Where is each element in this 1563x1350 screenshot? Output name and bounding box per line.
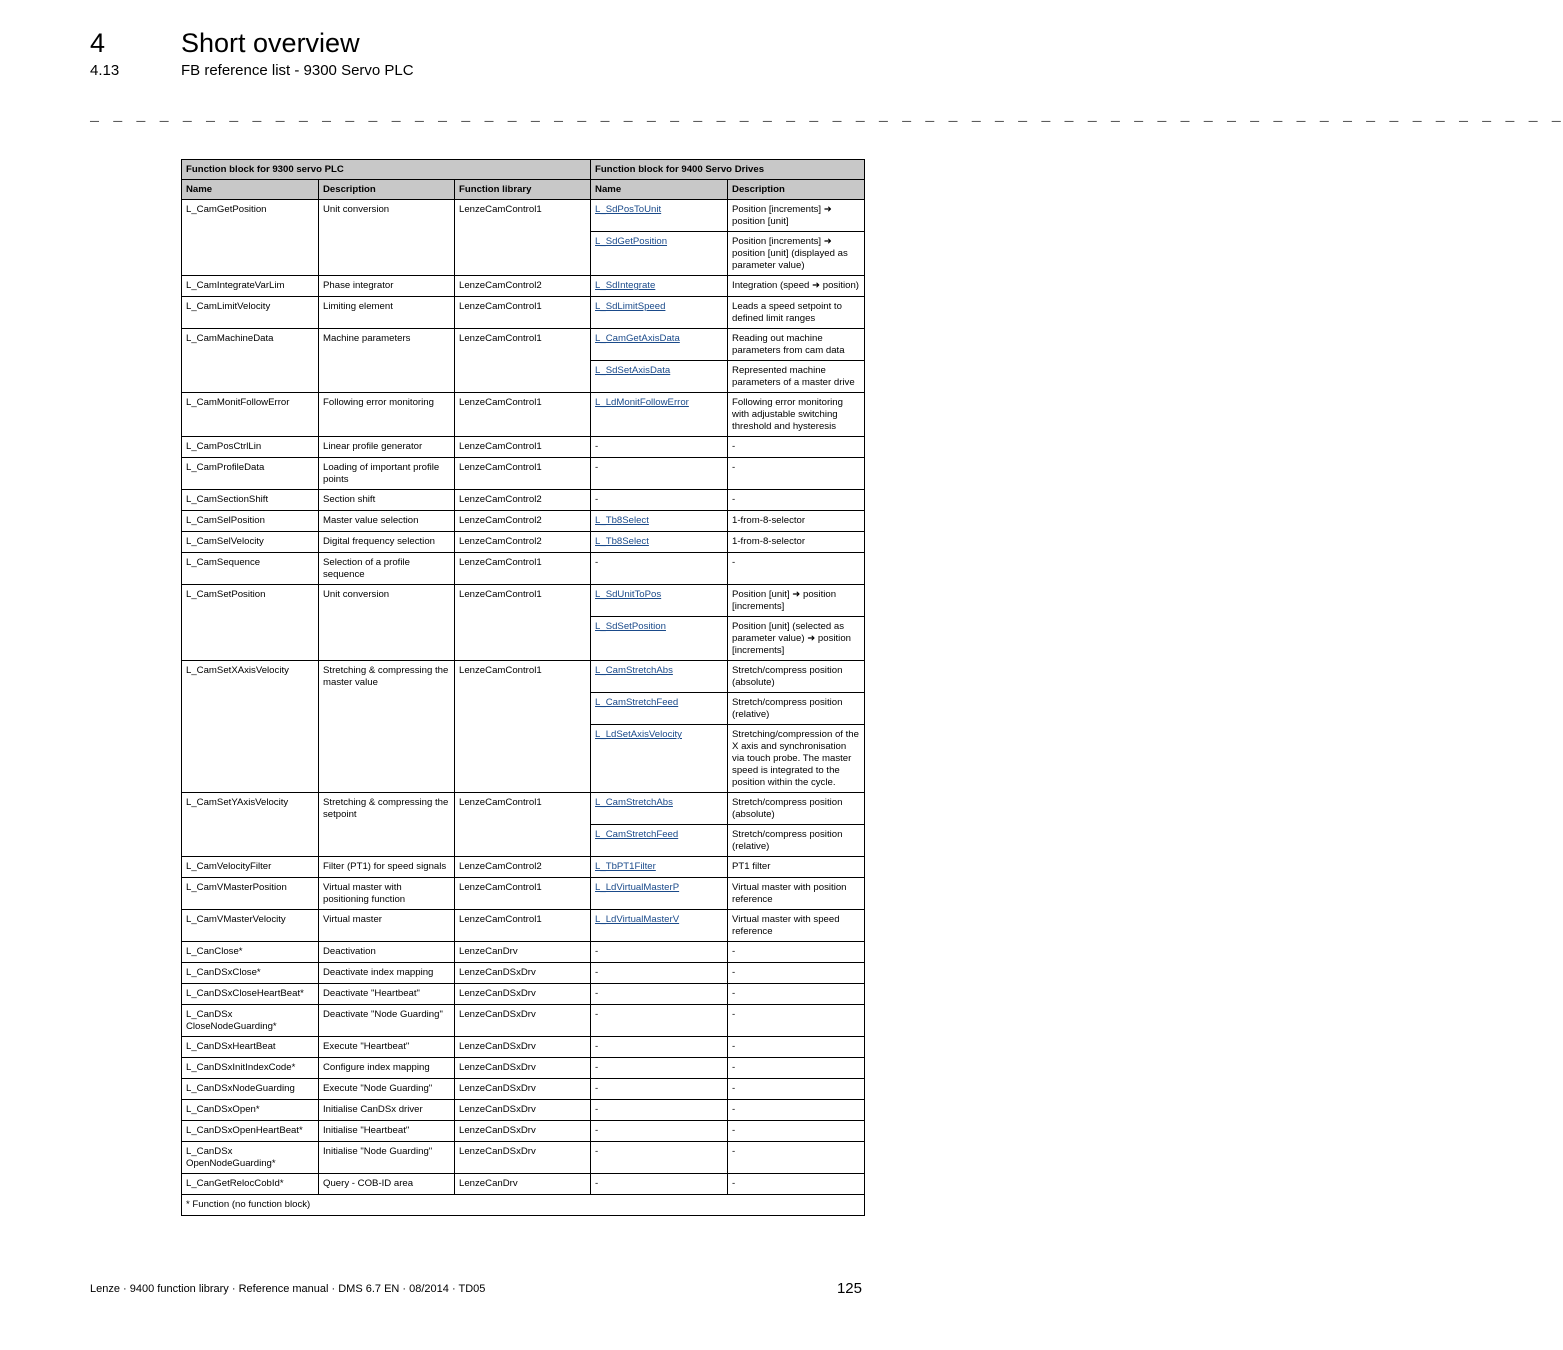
col-header-9400-description: Description [728,180,865,200]
col-header-name: Name [182,180,319,200]
fb-link-9400[interactable]: L_SdUnitToPos [595,589,662,600]
col-header-9400-name: Name [591,180,728,200]
chapter-title: Short overview [181,28,360,58]
fb-description-9300: Phase integrator [319,276,455,297]
fb-description-9400: Stretch/compress position (absolute) [728,661,865,693]
fb-description-9400: Position [increments] ➜ position [unit] [728,200,865,232]
fb-name-9400-cell: - [591,1005,728,1037]
fb-function-library: LenzeCamControl1 [455,393,591,437]
table-row [182,1005,865,1037]
table-row [182,511,865,532]
fb-description-9400: Stretching/compression of the X axis and synchronisation via touch probe. The master speed is integrated to the position within the cycle. [728,725,865,793]
table-footnote: * Function (no function block) [182,1195,865,1216]
fb-name-9300: L_CanDSxOpen* [182,1100,319,1121]
fb-name-9300: L_CanDSxOpenHeartBeat* [182,1121,319,1142]
fb-name-9400-cell: - [591,490,728,511]
fb-description-9400: - [728,437,865,458]
fb-description-9400: - [728,1005,865,1037]
fb-function-library: LenzeCanDSxDrv [455,1100,591,1121]
fb-reference-table [181,159,865,1216]
fb-link-9400[interactable]: L_CamGetAxisData [595,333,680,344]
fb-function-library: LenzeCamControl1 [455,661,591,793]
fb-name-9400-cell [591,532,728,553]
fb-name-9300: L_CanDSxHeartBeat [182,1037,319,1058]
fb-name-9400-cell: - [591,1100,728,1121]
section-title: FB reference list - 9300 Servo PLC [181,62,414,79]
fb-description-9300: Query - COB-ID area [319,1174,455,1195]
fb-description-9400: Virtual master with speed reference [728,910,865,942]
fb-description-9400: PT1 filter [728,857,865,878]
fb-name-9300: L_CamSelPosition [182,511,319,532]
fb-description-9300: Initialise "Node Guarding" [319,1142,455,1174]
fb-name-9300: L_CanDSxCloseHeartBeat* [182,984,319,1005]
table-row [182,984,865,1005]
fb-link-9400[interactable]: L_LdSetAxisVelocity [595,729,682,740]
fb-function-library: LenzeCanDrv [455,942,591,963]
fb-link-9400[interactable]: L_LdVirtualMasterV [595,914,680,925]
fb-name-9400-cell [591,857,728,878]
fb-description-9400: Position [unit] ➜ position [increments] [728,585,865,617]
fb-description-9400: Leads a speed setpoint to defined limit ranges [728,297,865,329]
page-number: 125 [836,1280,862,1297]
col-header-function-library: Function library [455,180,591,200]
table-row [182,437,865,458]
table-row [182,1121,865,1142]
fb-name-9400-cell: - [591,1121,728,1142]
fb-function-library: LenzeCamControl1 [455,553,591,585]
table-footnote-row [182,1195,865,1216]
fb-description-9300: Following error monitoring [319,393,455,437]
fb-link-9400[interactable]: L_CamStretchAbs [595,797,673,808]
fb-function-library: LenzeCanDSxDrv [455,1142,591,1174]
fb-function-library: LenzeCamControl2 [455,490,591,511]
fb-description-9400: - [728,1058,865,1079]
fb-name-9400-cell: - [591,1174,728,1195]
fb-function-library: LenzeCamControl1 [455,910,591,942]
fb-link-9400[interactable]: L_SdLimitSpeed [595,301,666,312]
fb-description-9300: Configure index mapping [319,1058,455,1079]
table-row [182,458,865,490]
fb-function-library: LenzeCamControl1 [455,437,591,458]
table-row [182,661,865,693]
table-row [182,1174,865,1195]
fb-description-9400: Position [unit] (selected as parameter value) ➜ position [increments] [728,617,865,661]
fb-description-9400: - [728,1142,865,1174]
col-header-description: Description [319,180,455,200]
table-body [182,200,865,1195]
fb-name-9400-cell [591,200,728,232]
fb-name-9400-cell: - [591,984,728,1005]
fb-link-9400[interactable]: L_CamStretchFeed [595,829,679,840]
fb-description-9300: Digital frequency selection [319,532,455,553]
fb-name-9400-cell [591,361,728,393]
fb-description-9400: - [728,942,865,963]
fb-description-9300: Initialise "Heartbeat" [319,1121,455,1142]
fb-name-9400-cell [591,693,728,725]
fb-name-9300: L_CamSetPosition [182,585,319,661]
fb-name-9300: L_CamVMasterPosition [182,878,319,910]
fb-name-9400-cell: - [591,458,728,490]
fb-link-9400[interactable]: L_Tb8Select [595,536,649,547]
fb-name-9400-cell: - [591,1037,728,1058]
fb-description-9300: Virtual master with positioning function [319,878,455,910]
fb-name-9300: L_CamMonitFollowError [182,393,319,437]
fb-name-9400-cell [591,725,728,793]
fb-description-9400: - [728,1079,865,1100]
table-group-header-row [182,160,865,180]
fb-description-9400: - [728,984,865,1005]
fb-name-9300: L_CanDSxInitIndexCode* [182,1058,319,1079]
fb-link-9400[interactable]: L_SdSetAxisData [595,365,671,376]
fb-name-9400-cell [591,793,728,825]
fb-description-9300: Machine parameters [319,329,455,393]
fb-function-library: LenzeCamControl2 [455,276,591,297]
fb-name-9400-cell [591,585,728,617]
fb-name-9300: L_CanDSxClose* [182,963,319,984]
fb-name-9300: L_CamVMasterVelocity [182,910,319,942]
table-row [182,200,865,232]
table-row [182,793,865,825]
fb-link-9400[interactable]: L_SdPosToUnit [595,204,662,215]
fb-description-9400: - [728,553,865,585]
fb-description-9400: - [728,1174,865,1195]
fb-name-9300: L_CamSelVelocity [182,532,319,553]
fb-function-library: LenzeCanDrv [455,1174,591,1195]
fb-name-9400-cell [591,825,728,857]
fb-link-9400[interactable]: L_CamStretchAbs [595,665,673,676]
fb-description-9300: Deactivate index mapping [319,963,455,984]
table-row [182,963,865,984]
chapter-number: 4 [90,28,106,58]
fb-function-library: LenzeCamControl1 [455,297,591,329]
fb-function-library: LenzeCanDSxDrv [455,963,591,984]
fb-name-9400-cell: - [591,1058,728,1079]
table-row [182,1142,865,1174]
fb-description-9300: Stretching & compressing the setpoint [319,793,455,857]
fb-description-9400: Integration (speed ➜ position) [728,276,865,297]
fb-function-library: LenzeCamControl2 [455,532,591,553]
table-row [182,1058,865,1079]
fb-name-9400-cell [591,393,728,437]
fb-name-9400-cell: - [591,1142,728,1174]
fb-description-9300: Deactivate "Node Guarding" [319,1005,455,1037]
fb-description-9400: - [728,490,865,511]
fb-name-9300: L_CamSequence [182,553,319,585]
fb-name-9300: L_CanDSxNodeGuarding [182,1079,319,1100]
fb-name-9300: L_CamMachineData [182,329,319,393]
fb-name-9300: L_CamProfileData [182,458,319,490]
fb-link-9400[interactable]: L_SdSetPosition [595,621,666,632]
header-separator: _ _ _ _ _ _ _ _ _ _ _ _ _ _ _ _ _ _ _ _ _ _ _ _ _ _ _ _ _ _ _ _ _ _ _ _ _ _ _ _ _ _ _ _ _ _ _ _ _ _ _ _ _ _ _ _ _ _ _ _ _ _ _ _ [90,108,1563,125]
fb-description-9300: Stretching & compressing the master value [319,661,455,793]
fb-description-9300: Linear profile generator [319,437,455,458]
fb-description-9300: Unit conversion [319,200,455,276]
fb-description-9400: Stretch/compress position (relative) [728,693,865,725]
fb-function-library: LenzeCamControl1 [455,200,591,276]
fb-name-9400-cell [591,878,728,910]
fb-link-9400[interactable]: L_TbPT1Filter [595,861,656,872]
fb-description-9400: Represented machine parameters of a master drive [728,361,865,393]
fb-function-library: LenzeCanDSxDrv [455,1058,591,1079]
fb-description-9400: - [728,1037,865,1058]
fb-name-9300: L_CamVelocityFilter [182,857,319,878]
fb-description-9400: - [728,1121,865,1142]
table-row [182,276,865,297]
fb-name-9300: L_CamPosCtrlLin [182,437,319,458]
table-row [182,585,865,617]
table-row [182,857,865,878]
fb-description-9300: Loading of important profile points [319,458,455,490]
fb-link-9400[interactable]: L_Tb8Select [595,515,649,526]
fb-name-9300: L_CamGetPosition [182,200,319,276]
fb-description-9400: - [728,963,865,984]
fb-name-9300: L_CamLimitVelocity [182,297,319,329]
fb-name-9400-cell [591,276,728,297]
fb-description-9300: Filter (PT1) for speed signals [319,857,455,878]
fb-name-9400-cell [591,617,728,661]
fb-description-9300: Deactivate "Heartbeat" [319,984,455,1005]
table-row [182,532,865,553]
fb-description-9300: Execute "Heartbeat" [319,1037,455,1058]
table-row [182,942,865,963]
fb-function-library: LenzeCanDSxDrv [455,1121,591,1142]
fb-function-library: LenzeCamControl2 [455,857,591,878]
fb-name-9400-cell: - [591,437,728,458]
fb-description-9400: Following error monitoring with adjustable switching threshold and hysteresis [728,393,865,437]
fb-name-9400-cell: - [591,1079,728,1100]
fb-description-9400: - [728,1100,865,1121]
section-number: 4.13 [90,62,120,79]
fb-link-9400[interactable]: L_LdVirtualMasterP [595,882,680,893]
group-header-9400: Function block for 9400 Servo Drives [591,160,865,180]
fb-function-library: LenzeCamControl1 [455,793,591,857]
fb-name-9300: L_CamSectionShift [182,490,319,511]
table-row [182,910,865,942]
fb-description-9400: 1-from-8-selector [728,532,865,553]
fb-description-9300: Selection of a profile sequence [319,553,455,585]
group-header-9300: Function block for 9300 servo PLC [182,160,591,180]
fb-name-9400-cell: - [591,963,728,984]
table-row [182,490,865,511]
fb-description-9400: 1-from-8-selector [728,511,865,532]
fb-function-library: LenzeCanDSxDrv [455,1079,591,1100]
fb-name-9400-cell [591,661,728,693]
fb-name-9300: L_CanDSx CloseNodeGuarding* [182,1005,319,1037]
fb-name-9300: L_CamSetXAxisVelocity [182,661,319,793]
table-row [182,878,865,910]
fb-name-9400-cell: - [591,942,728,963]
fb-name-9400-cell: - [591,553,728,585]
fb-description-9300: Virtual master [319,910,455,942]
fb-description-9400: Stretch/compress position (absolute) [728,793,865,825]
table-row [182,297,865,329]
fb-name-9400-cell [591,232,728,276]
fb-function-library: LenzeCamControl1 [455,329,591,393]
table-row [182,329,865,361]
fb-name-9300: L_CamSetYAxisVelocity [182,793,319,857]
fb-name-9300: L_CanGetRelocCobId* [182,1174,319,1195]
fb-description-9300: Master value selection [319,511,455,532]
fb-function-library: LenzeCanDSxDrv [455,984,591,1005]
fb-name-9400-cell [591,511,728,532]
fb-name-9300: L_CamIntegrateVarLim [182,276,319,297]
fb-link-9400[interactable]: L_CamStretchFeed [595,697,679,708]
fb-name-9400-cell [591,910,728,942]
fb-name-9300: L_CanClose* [182,942,319,963]
fb-name-9300: L_CanDSx OpenNodeGuarding* [182,1142,319,1174]
fb-function-library: LenzeCanDSxDrv [455,1037,591,1058]
table-column-header-row [182,180,865,200]
fb-description-9400: Position [increments] ➜ position [unit] (displayed as parameter value) [728,232,865,276]
fb-name-9400-cell [591,297,728,329]
fb-description-9300: Deactivation [319,942,455,963]
fb-function-library: LenzeCamControl2 [455,511,591,532]
fb-function-library: LenzeCamControl1 [455,458,591,490]
fb-name-9400-cell [591,329,728,361]
fb-description-9300: Execute "Node Guarding" [319,1079,455,1100]
footer-text: Lenze · 9400 function library · Reference manual · DMS 6.7 EN · 08/2014 · TD05 [90,1283,486,1295]
table-row [182,1100,865,1121]
fb-link-9400[interactable]: L_SdGetPosition [595,236,668,247]
fb-description-9300: Initialise CanDSx driver [319,1100,455,1121]
fb-function-library: LenzeCamControl1 [455,585,591,661]
fb-description-9300: Unit conversion [319,585,455,661]
fb-description-9400: Reading out machine parameters from cam data [728,329,865,361]
table-row [182,553,865,585]
fb-function-library: LenzeCanDSxDrv [455,1005,591,1037]
table-row [182,393,865,437]
table-row [182,1079,865,1100]
fb-description-9400: Stretch/compress position (relative) [728,825,865,857]
fb-function-library: LenzeCamControl1 [455,878,591,910]
fb-description-9400: - [728,458,865,490]
fb-description-9400: Virtual master with position reference [728,878,865,910]
fb-description-9300: Limiting element [319,297,455,329]
fb-description-9300: Section shift [319,490,455,511]
table-row [182,1037,865,1058]
fb-link-9400[interactable]: L_SdIntegrate [595,280,656,291]
fb-link-9400[interactable]: L_LdMonitFollowError [595,397,689,408]
